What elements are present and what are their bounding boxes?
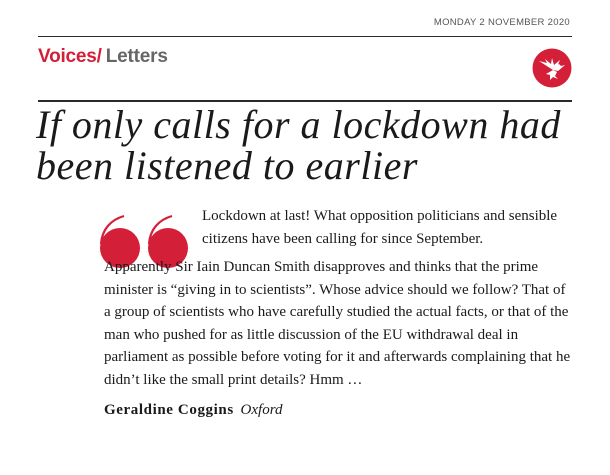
- author-location: Oxford: [240, 402, 283, 418]
- eagle-icon[interactable]: [532, 48, 572, 88]
- article-headline: If only calls for a lockdown had been listened to earlier: [36, 102, 561, 188]
- letter-paragraph: Apparently Sir Iain Duncan Smith disapproves and thinks that the prime minister is “giving in to scientists”. Whose advice should we follow? That of a group of scientists who have carefully studied the actual facts, or that of the man who pushed for as little discussion of the EU withdrawal deal in parliament as possible before voting for it and afterwards complaining that he didn’t like the small print details? Hmm …: [104, 259, 571, 388]
- section-voices-label[interactable]: Voices: [38, 46, 97, 67]
- header-top-rule: [38, 36, 572, 37]
- author-name: Geraldine Coggins: [104, 402, 234, 418]
- section-heading: [38, 46, 168, 68]
- letter-signature: [104, 399, 574, 422]
- section-separator: /: [96, 46, 102, 67]
- section-letters-label[interactable]: Letters: [105, 46, 168, 67]
- issue-date: MONDAY 2 NOVEMBER 2020: [433, 17, 570, 28]
- letter-lead-paragraph: Lockdown at last! What opposition politicians and sensible citizens have been calling for since September.: [202, 208, 558, 247]
- letter-body: [104, 205, 574, 422]
